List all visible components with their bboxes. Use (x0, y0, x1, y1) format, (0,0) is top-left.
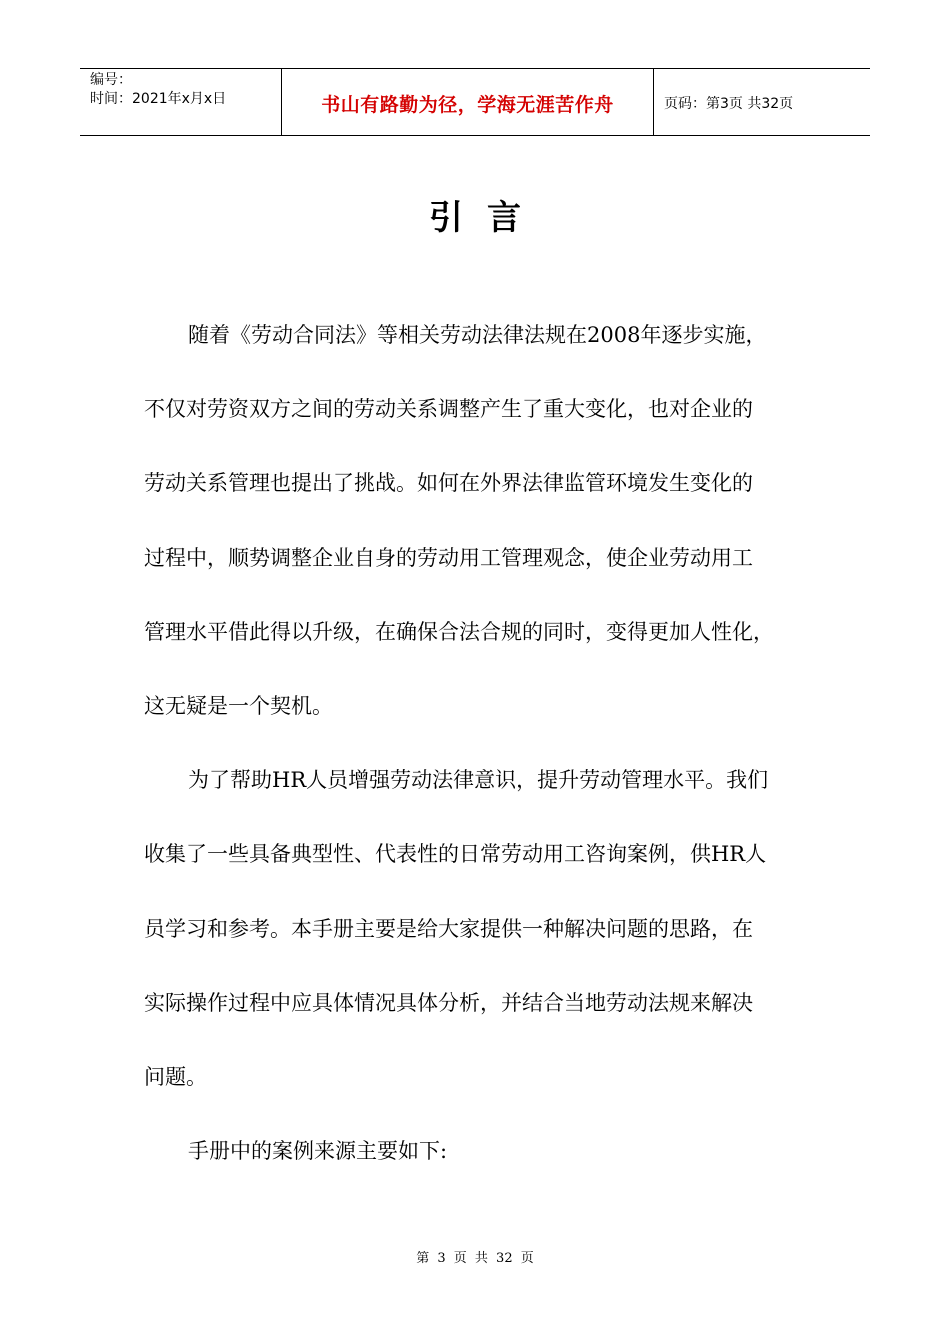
paragraph (144, 759, 834, 1130)
time-label: 时间：2021年x月x日 (90, 91, 227, 107)
paragraph-line: 劳动关系管理也提出了挑战。如何在外界法律监管环境发生变化的 (144, 471, 753, 496)
header-motto: 书山有路勤为径，学海无涯苦作舟 (282, 69, 654, 135)
paragraph (144, 1130, 834, 1204)
header-page-info: 页码：第3页 共32页 (664, 96, 794, 112)
paragraph-line: 收集了一些具备典型性、代表性的日常劳动用工咨询案例，供HR人 (144, 842, 767, 867)
paragraph-line: 不仅对劳资双方之间的劳动关系调整产生了重大变化，也对企业的 (144, 397, 753, 422)
paragraph-line: 管理水平借此得以升级，在确保合法合规的同时，变得更加人性化， (144, 619, 774, 644)
page-title: 引言 (429, 198, 545, 238)
paragraph (144, 314, 834, 759)
paragraph-line: 为了帮助HR人员增强劳动法律意识，提升劳动管理水平。我们 (188, 768, 769, 793)
paragraph-line: 过程中，顺势调整企业自身的劳动用工管理观念，使企业劳动用工 (144, 545, 753, 570)
document-header (80, 68, 870, 136)
paragraph-line: 问题。 (144, 1064, 207, 1089)
paragraph-line: 随着《劳动合同法》等相关劳动法律法规在2008年逐步实施， (188, 323, 767, 347)
page-footer: 第 3 页 共 32 页 (416, 1251, 534, 1266)
number-label: 编号： (90, 72, 132, 88)
body-text (144, 314, 834, 1204)
paragraph-line: 员学习和参考。本手册主要是给大家提供一种解决问题的思路，在 (144, 916, 753, 941)
header-meta (80, 69, 282, 135)
paragraph-line: 实际操作过程中应具体情况具体分析，并结合当地劳动法规来解决 (144, 990, 753, 1015)
paragraph-line: 这无疑是一个契机。 (144, 693, 333, 718)
paragraph-line: 手册中的案例来源主要如下: (188, 1139, 448, 1164)
